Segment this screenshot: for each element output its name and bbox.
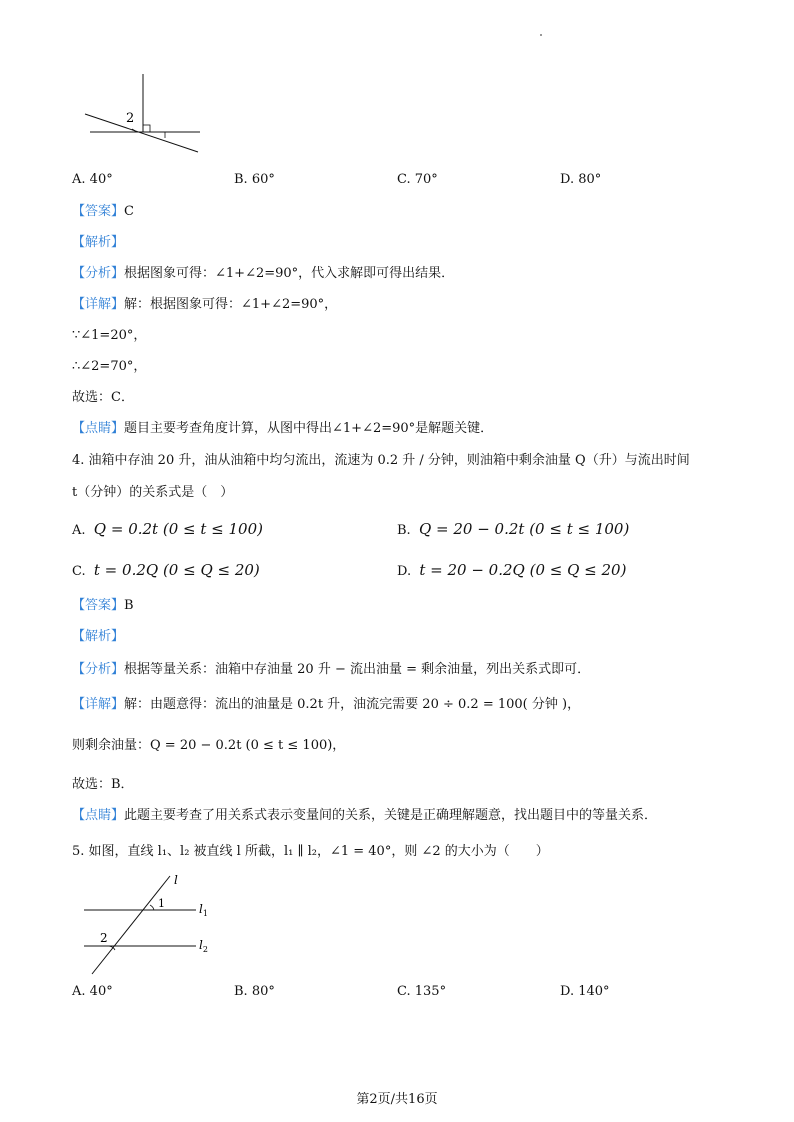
q3-option-c[interactable]: C. 70° [397,172,438,187]
q4-option-b[interactable]: B. Q = 20 − 0.2t (0 ≤ t ≤ 100) [397,520,630,538]
q5-option-a[interactable]: A. 40° [72,984,113,999]
q3-option-b[interactable]: B. 60° [234,172,275,187]
page-footer: 第2页/共16页 [356,1092,438,1107]
fig5-label-l: l [174,873,178,887]
q3-jiexi: 【解析】 [72,235,125,250]
q4-xiangjie: 【详解】解：由题意得：流出的油量是 0.2t 升，油流完需要 20 ÷ 0.2 = 100( 分钟 )， [72,697,581,712]
q3-choose: 故选：C． [72,390,134,405]
q4-stem-line1: 4. 油箱中存油 20 升，油从油箱中均匀流出，流速为 0.2 升 / 分钟，则油箱中剩余油量 Q（升）与流出时间 [72,453,690,468]
scan-dot [540,34,542,36]
figure-q3 [80,68,220,158]
q4-dianjing: 【点睛】此题主要考查了用关系式表示变量间的关系，关键是正确理解题意，找出题目中的等量关系． [72,808,658,823]
q3-option-a[interactable]: A. 40° [72,172,113,187]
q4-choose: 故选：B． [72,777,134,792]
q5-option-b[interactable]: B. 80° [234,984,275,999]
figure-q5 [78,870,228,980]
q4-result: 则剩余油量：Q = 20 − 0.2t (0 ≤ t ≤ 100)， [72,738,346,753]
q3-fenxi: 【分析】根据图象可得：∠1+∠2=90°，代入求解即可得出结果． [72,266,455,281]
fig5-label-l1: $l_1$ [199,902,208,918]
q4-answer: 【答案】B [72,598,134,613]
q3-options [72,172,722,190]
q4-options-row1 [72,520,722,538]
q4-option-c[interactable]: C. t = 0.2Q (0 ≤ Q ≤ 20) [72,561,260,579]
q5-options [72,984,722,1002]
q5-option-d[interactable]: D. 140° [560,984,610,999]
fig5-label-2: 2 [100,931,108,945]
q3-step1: ∵∠1=20°， [72,328,147,343]
q4-option-a[interactable]: A. Q = 0.2t (0 ≤ t ≤ 100) [72,520,263,538]
fig5-label-1: 1 [158,897,165,910]
q4-stem-line2: t（分钟）的关系式是（ ） [72,485,234,500]
q3-xiangjie: 【详解】解：根据图象可得：∠1+∠2=90°， [72,297,338,312]
q3-step2: ∴∠2=70°， [72,359,147,374]
q4-option-d[interactable]: D. t = 20 − 0.2Q (0 ≤ Q ≤ 20) [397,561,627,579]
q3-dianjing: 【点睛】题目主要考查角度计算，从图中得出∠1+∠2=90°是解题关键． [72,421,494,436]
fig1-label-2: 2 [126,111,135,126]
q4-jiexi: 【解析】 [72,629,125,644]
q5-option-c[interactable]: C. 135° [397,984,447,999]
q3-option-d[interactable]: D. 80° [560,172,602,187]
q5-stem: 5. 如图，直线 l₁、l₂ 被直线 l 所截，l₁ ∥ l₂，∠1 = 40°，则 ∠2 的大小为（ ） [72,844,549,859]
q4-fenxi: 【分析】根据等量关系：油箱中存油量 20 升 − 流出油量 = 剩余油量，列出关系式即可． [72,662,591,677]
fig5-label-l2: $l_2$ [199,938,208,954]
q4-options-row2 [72,561,722,579]
q3-answer: 【答案】C [72,204,134,219]
